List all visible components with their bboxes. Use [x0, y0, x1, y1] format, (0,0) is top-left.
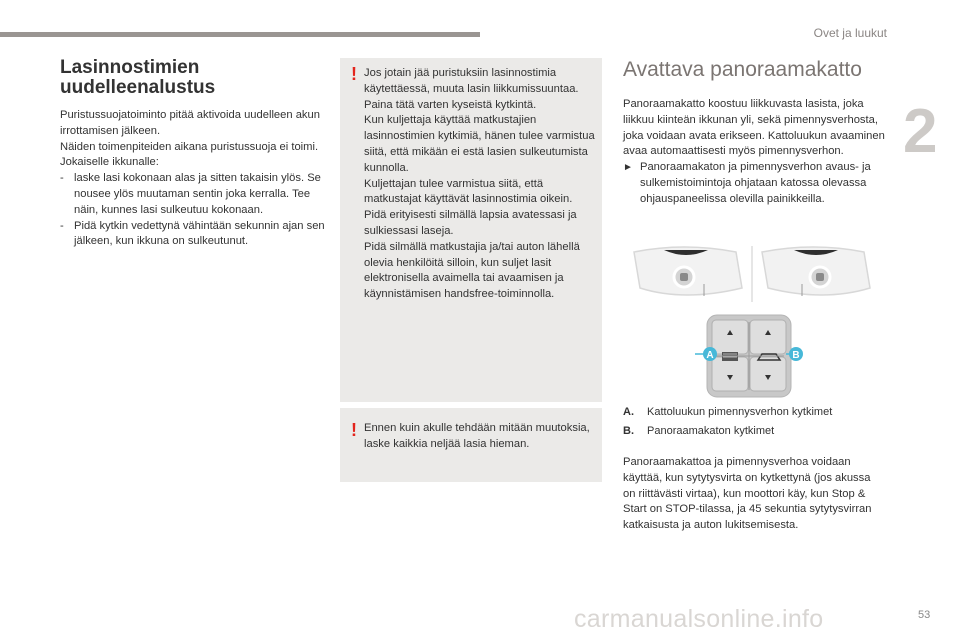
right-intro: Panoraamakatto koostuu liikkuvasta lasista, joka liikkuu kiinteän ikkunan yli, sekä pimennysverhosta, joka voidaan avata erikseen. Kattoluukun avaaminen avaa automaattisesti myös pimennysverhon.	[623, 98, 885, 158]
left-title-line1: Lasinnostimien	[60, 57, 200, 78]
callout-b: B	[792, 350, 800, 361]
list-item-text: laske lasi kokonaan alas ja sitten takaisin ylös. Se nousee ylös muutaman sentin joka kerralla. Tee näin, kunnes lasi sulkeutuu kokonaan.	[74, 172, 321, 216]
callout-a: A	[706, 350, 714, 361]
list-item: - Pidä kytkin vedettynä vähintään sekunnin ajan sen jälkeen, kun ikkuna on sulkeutunut.	[60, 219, 325, 251]
roof-control-illustration	[624, 240, 894, 400]
warning-line: Kuljettajan tulee varmistua siitä, että matkustajat käyttävät lasinnostimia oikein.	[364, 177, 573, 206]
left-title	[60, 58, 325, 98]
legend-key: B.	[623, 425, 634, 437]
list-item: - laske lasi kokonaan alas ja sitten takaisin ylös. Se nousee ylös muutaman sentin joka kerralla. Tee näin, kunnes lasi sulkeutuu kokonaan.	[60, 171, 325, 218]
bullet-icon: ►	[623, 162, 633, 174]
list-item	[623, 160, 885, 207]
legend-text: Panoraamakaton kytkimet	[647, 425, 775, 437]
legend	[623, 405, 885, 443]
exclamation-icon: !	[351, 64, 357, 84]
page-number: 53	[918, 609, 931, 621]
warning-text	[364, 66, 598, 303]
warning-line: Ennen kuin akulle tehdään mitään muutoksia, laske kaikkia neljää lasia hieman.	[364, 422, 590, 450]
legend-text: Kattoluukun pimennysverhon kytkimet	[647, 406, 833, 418]
legend-row-b	[623, 424, 885, 439]
warning-panel-2	[340, 408, 602, 482]
right-closing: Panoraamakattoa ja pimennysverhoa voidaan käyttää, kun sytytysvirta on kytkettynä (jos akussa on riittävästi virtaa), kun moottori käy, kun Stop & Start on STOP-tilassa, ja 45 sekuntia sytytysvirran katkaisusta ja auton lukitsemisesta.	[623, 456, 872, 532]
warning-panel-1	[340, 58, 602, 402]
right-title: Avattava panoraamakatto	[623, 58, 862, 81]
warning-line: Kun kuljettaja käyttää matkustajien lasinnostimien kytkimiä, hänen tulee varmistua siitä, että mikään ei estä lasien sulkeutumista kunnolla.	[364, 114, 595, 174]
left-paragraph-3: Jokaiselle ikkunalle:	[60, 156, 159, 169]
left-column	[60, 58, 325, 250]
section-title: Ovet ja luukut	[813, 26, 887, 40]
roof-panel-left	[634, 247, 742, 296]
left-paragraph-1: Puristussuojatoiminto pitää aktivoida uudelleen akun irrottamisen jälkeen.	[60, 109, 320, 137]
warning-line: Jos jotain jää puristuksiin lasinnostimia käytettäessä, muuta lasin liikkumissuuntaa. Paina tätä varten kyseistä kytkintä.	[364, 67, 579, 111]
warning-line: Pidä erityisesti silmällä lapsia avatessasi ja sulkiessasi laseja.	[364, 209, 577, 237]
header-bar	[0, 32, 480, 37]
watermark: carmanualsonline.info	[574, 605, 824, 633]
warning-text	[364, 421, 598, 453]
list-item-text: Panoraamakaton ja pimennysverhon avaus- ja sulkemistoimintoja ohjataan katossa olevassa ohjauspaneelissa olevilla painikkeilla.	[640, 161, 871, 205]
warning-line: Pidä silmällä matkustajia ja/tai auton lähellä olevia henkilöitä silloin, kun suljet lasit elektronisella avaimella tai avaamisen ja käynnistämisen handsfree-toiminnolla.	[364, 240, 580, 301]
left-paragraph-2: Näiden toimenpiteiden aikana puristussuoja ei toimi.	[60, 140, 319, 153]
right-column	[623, 58, 885, 208]
chapter-number: 2	[903, 97, 938, 166]
legend-row-a	[623, 405, 885, 420]
list-item-text: Pidä kytkin vedettynä vähintään sekunnin ajan sen jälkeen, kun ikkuna on sulkeutunut.	[74, 219, 325, 248]
left-title-line2: uudelleenalustus	[60, 77, 216, 98]
roof-panel-right	[762, 247, 870, 296]
control-panel	[707, 315, 791, 397]
legend-key: A.	[623, 406, 634, 418]
exclamation-icon: !	[351, 420, 357, 440]
